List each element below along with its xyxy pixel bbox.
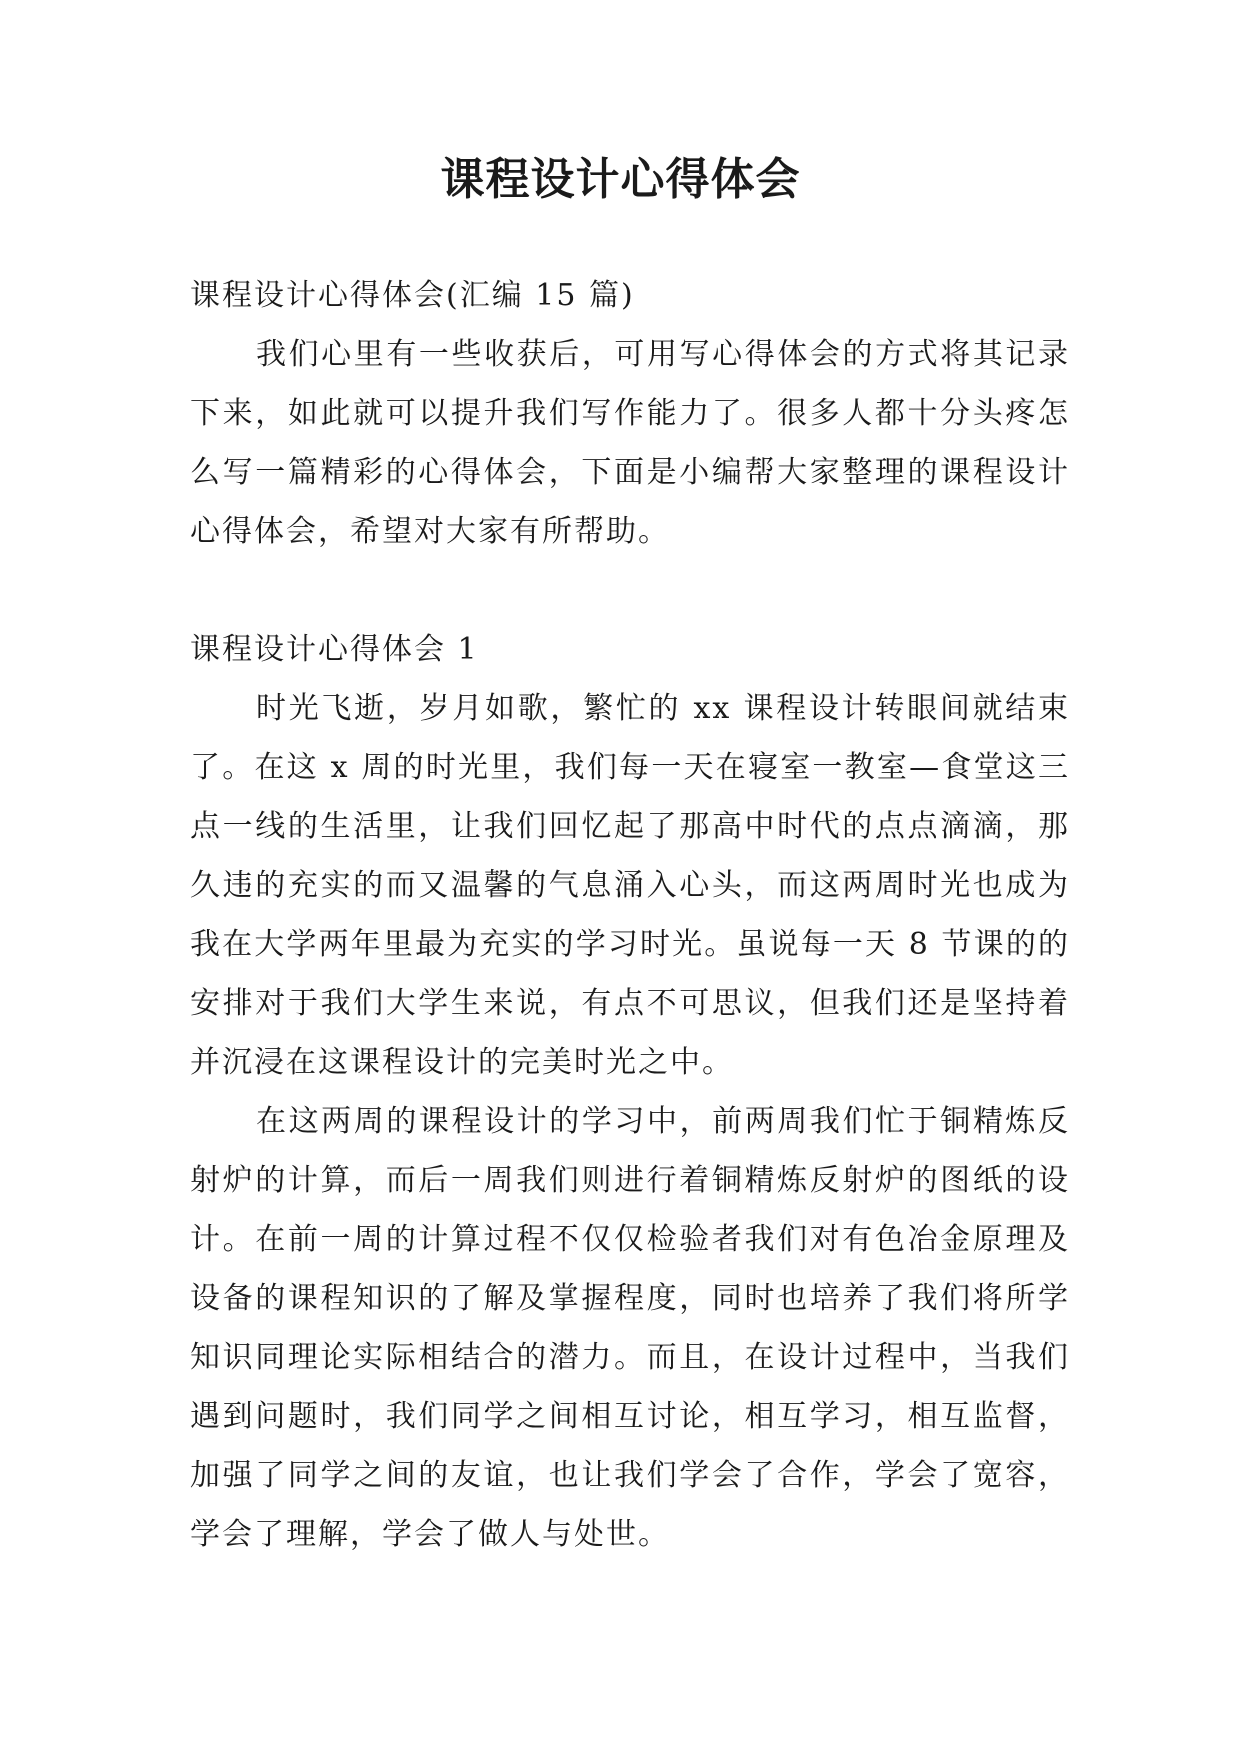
section-paragraph-2: 在这两周的课程设计的学习中，前两周我们忙于铜精炼反射炉的计算，而后一周我们则进行着铜精炼反射炉的图纸的设计。在前一周的计算过程不仅仅检验者我们对有色冶金原理及设备的课程知识的了解及掌握程度，同时也培养了我们将所学知识同理论实际相结合的潜力。而且，在设计过程中，当我们遇到问题时，我们同学之间相互讨论，相互学习，相互监督，加强了同学之间的友谊，也让我们学会了合作，学会了宽容，学会了理解，学会了做人与处世。: [190, 1104, 1070, 1552]
document-body: [190, 266, 1070, 1564]
document-subtitle: 课程设计心得体会(汇编 15 篇): [190, 278, 635, 313]
section-heading: 课程设计心得体会 1: [190, 632, 479, 667]
section-paragraph-1: 时光飞逝，岁月如歌，繁忙的 xx 课程设计转眼间就结束了。在这 x 周的时光里，我们每一天在寝室一教室—食堂这三点一线的生活里，让我们回忆起了那高中时代的点点滴滴，那久违的充实的而又温馨的气息涌入心头，而这两周时光也成为我在大学两年里最为充实的学习时光。虽说每一天 8 节课的的安排对于我们大学生来说，有点不可思议，但我们还是坚持着并沉浸在这课程设计的完美时光之中。: [190, 691, 1070, 1080]
intro-paragraph: 我们心里有一些收获后，可用写心得体会的方式将其记录下来，如此就可以提升我们写作能力了。很多人都十分头疼怎么写一篇精彩的心得体会，下面是小编帮大家整理的课程设计心得体会，希望对大家有所帮助。: [190, 337, 1070, 549]
page-title: 课程设计心得体会: [440, 154, 801, 205]
section-spacer: [190, 561, 1070, 620]
